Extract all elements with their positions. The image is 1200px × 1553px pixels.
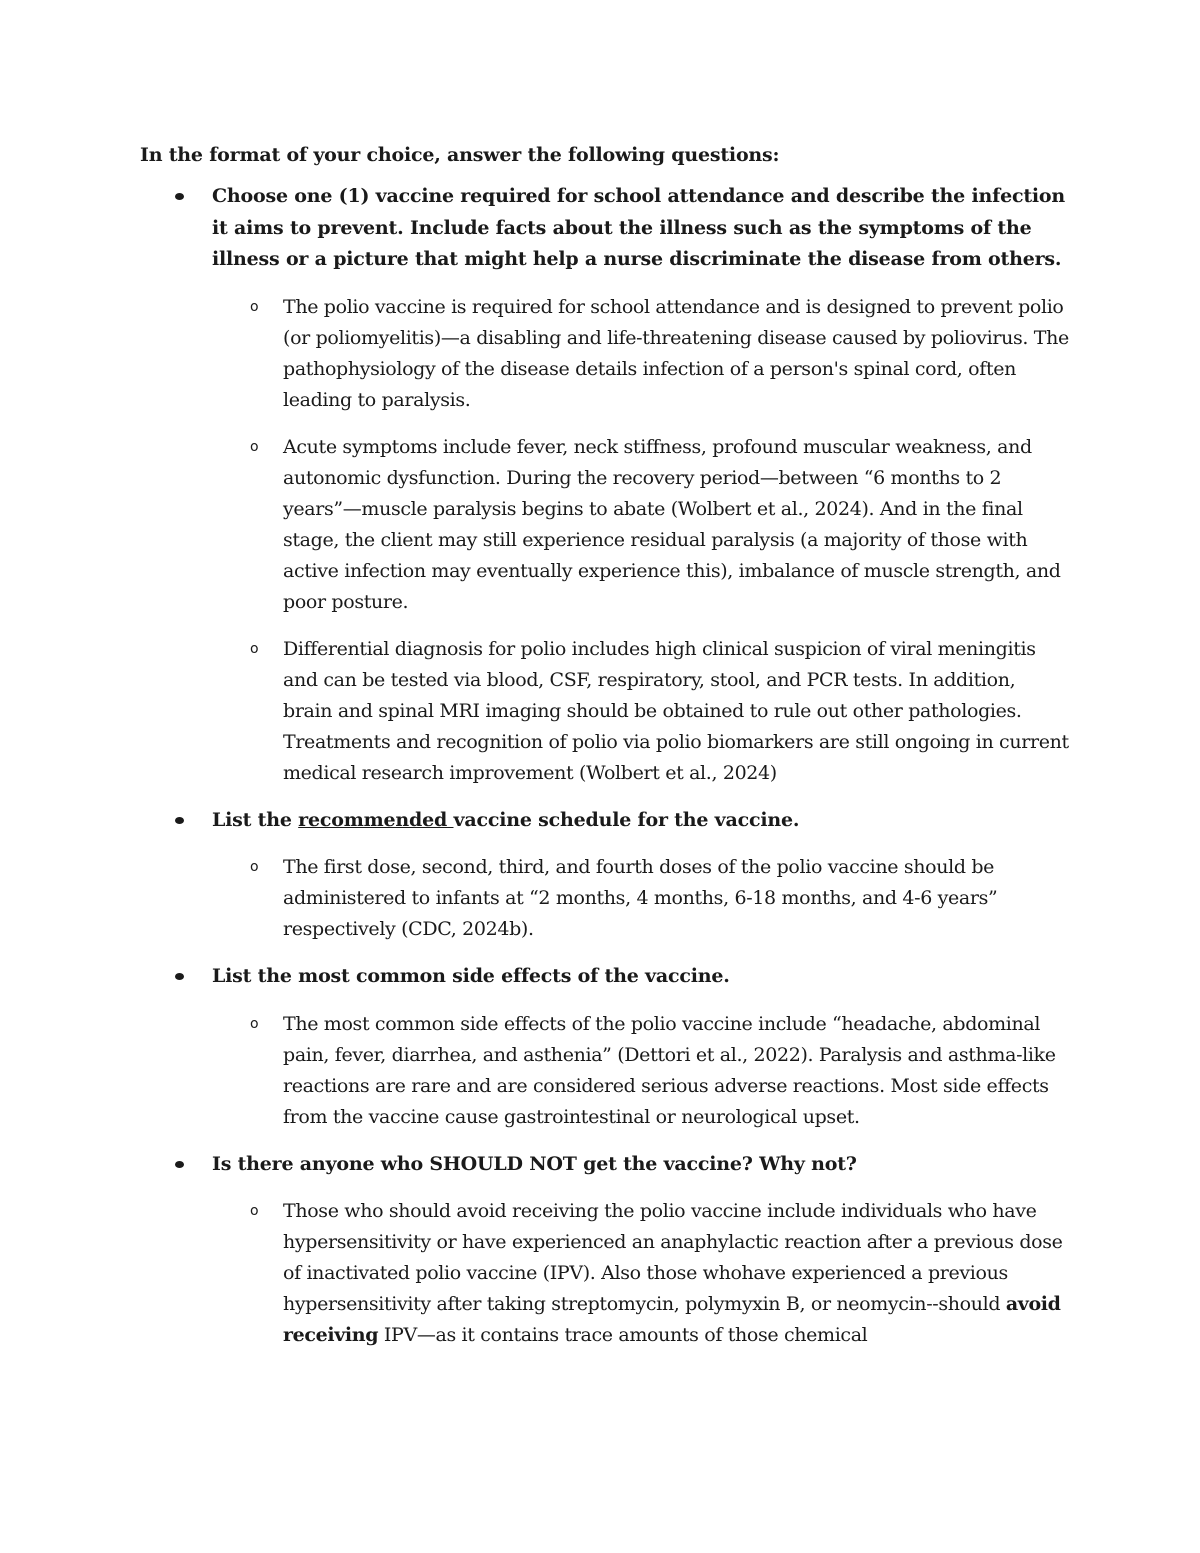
document-body (140, 140, 1070, 1367)
question-text: List the most common side effects of the vaccine. (212, 965, 730, 987)
question-list (140, 181, 1070, 1351)
bullet-icon (175, 193, 184, 200)
answer-item (212, 292, 1070, 416)
sub-bullet-icon: o (250, 1203, 259, 1219)
answer-text-part: IPV—as it contains trace amounts of those chemical (378, 1324, 868, 1346)
sub-bullet-icon: o (250, 438, 259, 455)
question-item (140, 805, 1070, 946)
answer-text (283, 1200, 1063, 1346)
answer-bold-phrase: avoid receiving (283, 1293, 1061, 1346)
answer-list (212, 292, 1070, 789)
sub-bullet-icon: o (250, 298, 259, 315)
answer-text: The most common side effects of the polio vaccine include “headache, abdominal pain, fever, diarrhea, and asthenia” (Dettori et al., 2022). Paralysis and asthma-like reactions are rare and are considered serious adverse reactions. Most side effects from the vaccine cause gastrointestinal or neurological upset. (283, 1012, 1056, 1128)
sub-bullet-icon: o (250, 859, 259, 875)
sub-bullet-icon: o (250, 640, 259, 657)
question-underlined-word: recommended (298, 808, 454, 831)
answer-list (212, 852, 1070, 945)
question-item (140, 181, 1070, 789)
answer-item (212, 634, 1070, 789)
answer-item (212, 1009, 1070, 1133)
answer-text: The polio vaccine is required for school attendance and is designed to prevent polio (or poliomyelitis)—a disabling and life-threatening disease caused by poliovirus. The pathophysiology of the disease details infection of a person's spinal cord, often leading to paralysis. (283, 295, 1069, 411)
question-text (212, 805, 1070, 837)
answer-text: Acute symptoms include fever, neck stiffness, profound muscular weakness, and autonomic dysfunction. During the recovery period—between “6 months to 2 years”—muscle paralysis begins to abate (Wolbert et al., 2024). And in the final stage, the client may still experience residual paralysis (a majority of those with active infection may eventually experience this), imbalance of muscle strength, and poor posture. (283, 435, 1061, 613)
answer-text-part: Those who should avoid receiving the polio vaccine include individuals who have hypersensitivity or have experienced an anaphylactic reaction after a previous dose of inactivated polio vaccine (IPV). Also those whohave experienced a previous hypersensitivity after taking streptomycin, polymyxin B, or neomycin--should (283, 1200, 1063, 1315)
answer-item (212, 432, 1070, 618)
question-item (140, 961, 1070, 1133)
bullet-icon (175, 973, 184, 980)
bullet-icon (175, 1161, 184, 1168)
intro-heading: In the format of your choice, answer the following questions: (140, 144, 780, 166)
question-text: Choose one (1) vaccine required for school attendance and describe the infection it aims to prevent. Include facts about the illness such as the symptoms of the illness or a picture that might help a nurse discriminate the disease from others. (212, 185, 1066, 270)
bullet-icon (175, 817, 184, 824)
question-text-part: List the (212, 808, 299, 831)
question-text-part: vaccine schedule for the vaccine. (453, 808, 800, 831)
question-text: Is there anyone who SHOULD NOT get the vaccine? Why not? (212, 1152, 857, 1175)
answer-text: The first dose, second, third, and fourth doses of the polio vaccine should be administered to infants at “2 months, 4 months, 6-18 months, and 4-6 years” respectively (CDC, 2024b). (283, 856, 998, 940)
question-item (140, 1149, 1070, 1352)
answer-list (212, 1196, 1070, 1351)
answer-item (212, 1196, 1070, 1351)
answer-text: Differential diagnosis for polio includes high clinical suspicion of viral meningitis and can be tested via blood, CSF, respiratory, stool, and PCR tests. In addition, brain and spinal MRI imaging should be obtained to rule out other pathologies. Treatments and recognition of polio via polio biomarkers are still ongoing in current medical research improvement (Wolbert et al., 2024) (283, 637, 1069, 784)
answer-item (212, 852, 1070, 945)
sub-bullet-icon: o (250, 1015, 259, 1032)
answer-list (212, 1009, 1070, 1133)
